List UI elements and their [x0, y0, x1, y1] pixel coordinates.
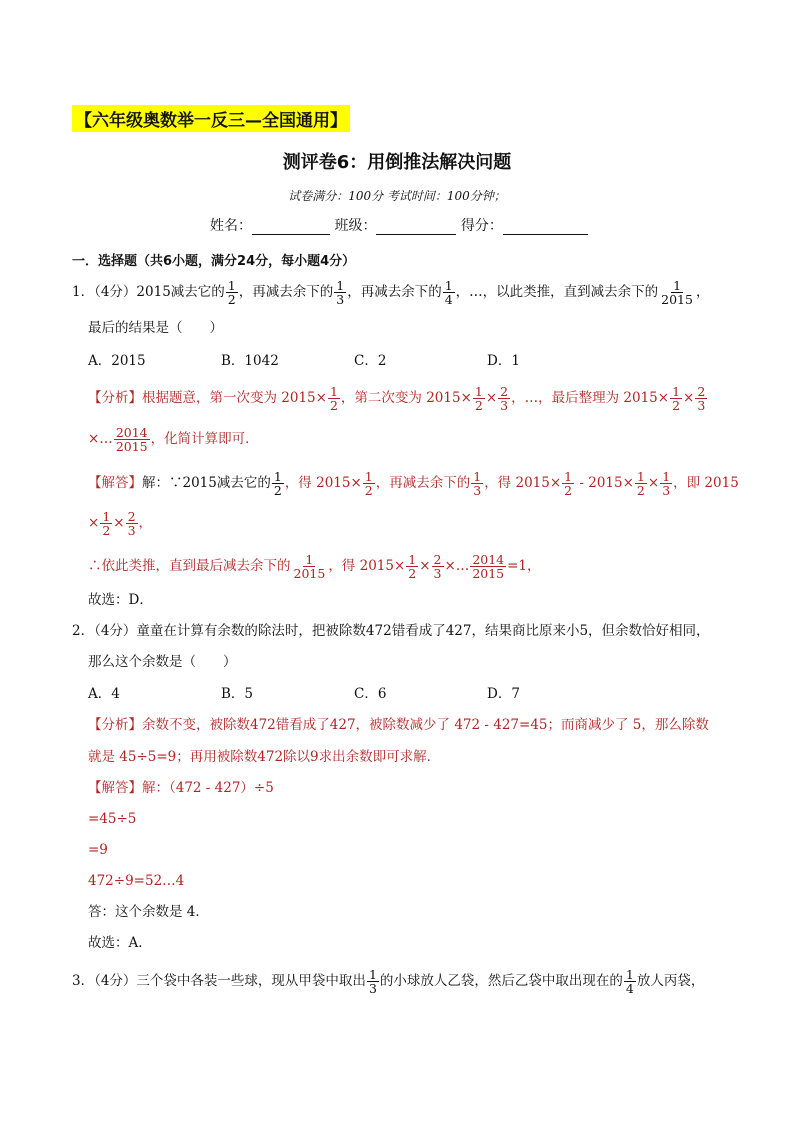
- text: 解：∵2015减去它的: [142, 475, 271, 492]
- fraction: $\frac{1}{3}$: [662, 469, 671, 499]
- q2-options: [88, 688, 620, 702]
- fraction: $\frac{2}{3}$: [500, 384, 509, 414]
- q2-solution-line3: =9: [88, 842, 108, 858]
- text: 3．（4分）三个袋中各装一些球，现从甲袋中取出: [72, 973, 366, 990]
- fraction: $\frac{1}{2}$: [227, 278, 236, 308]
- text: 的小球放人乙袋，然后乙袋中取出现在的: [379, 973, 623, 990]
- text: ，再减去余下的: [238, 284, 334, 301]
- option-a[interactable]: A．4: [88, 686, 120, 702]
- exam-info: 试卷满分：100分 考试时间：100分钟；: [288, 189, 506, 203]
- q2-stem: 2．（4分）童童在计算有余数的除法时，把被除数472错看成了427，结果商比原来小5，但余数恰好相同，: [72, 623, 710, 639]
- q1-options: [88, 355, 620, 369]
- q1-analysis-line2: [88, 426, 259, 453]
- solution-label: 【解答】: [88, 475, 142, 492]
- fraction: $\frac{2014}{2015}$: [472, 552, 505, 582]
- fraction: $\frac{1}{2}$: [102, 509, 111, 539]
- score-label: 得分：: [460, 218, 503, 234]
- text: ，即 2015: [673, 475, 739, 492]
- fraction: $\frac{1}{3}$: [473, 469, 482, 499]
- option-b[interactable]: B．1042: [221, 353, 279, 369]
- text: ×: [113, 515, 125, 532]
- header-tag: 【六年级奥数举一反三—全国通用】: [72, 105, 350, 132]
- text: ×: [683, 390, 695, 407]
- fraction: $\frac{1}{2}$: [364, 469, 373, 499]
- name-blank[interactable]: [252, 218, 330, 235]
- fraction: $\frac{2}{3}$: [433, 552, 442, 582]
- fraction: $\frac{1}{2}$: [672, 384, 681, 414]
- section-heading: 一．选择题（共6小题，满分24分，每小题4分）: [72, 254, 356, 269]
- fraction: $\frac{2}{3}$: [697, 384, 706, 414]
- fraction: $\frac{2}{3}$: [127, 509, 136, 539]
- q2-analysis: [88, 719, 709, 733]
- class-label: 班级：: [334, 218, 377, 234]
- page-title: 测评卷6：用倒推法解决问题: [282, 152, 512, 173]
- q1-stem-line2: 最后的结果是（ ）: [88, 320, 223, 336]
- option-a[interactable]: A．2015: [88, 353, 146, 369]
- text: ，: [138, 515, 153, 532]
- fraction: $\frac{1}{2}$: [273, 469, 282, 499]
- fraction: $\frac{1}{2}$: [564, 469, 573, 499]
- text: ，得 2015×: [284, 475, 362, 492]
- q3-stem: [72, 968, 704, 995]
- option-c[interactable]: C．2: [354, 353, 387, 369]
- text: 1．（4分）2015减去它的: [72, 284, 225, 301]
- text: ，得 2015×: [328, 558, 406, 575]
- fraction: $\frac{1}{2}$: [408, 552, 417, 582]
- text: ×: [419, 558, 431, 575]
- q2-choice: 故选：A．: [88, 935, 152, 951]
- analysis-label: 【分析】: [88, 390, 142, 407]
- text: ×: [647, 475, 660, 492]
- q1-solution-line2: [88, 510, 152, 537]
- fraction: $\frac{1}{2}$: [329, 384, 338, 414]
- q1-solution-line3: [88, 553, 541, 580]
- analysis-label: 【分析】: [88, 717, 142, 733]
- class-blank[interactable]: [376, 218, 456, 235]
- text: ，再减去余下的: [375, 475, 471, 492]
- text: 解：（472 - 427）÷5: [142, 780, 274, 796]
- option-c[interactable]: C．6: [354, 686, 387, 702]
- text: 放人丙袋，: [636, 973, 705, 990]
- fraction: $\frac{1}{3}$: [368, 967, 377, 997]
- fraction: $\frac{1}{4}$: [444, 278, 453, 308]
- text: ×…: [444, 558, 470, 575]
- fraction: $\frac{1}{2}$: [474, 384, 483, 414]
- text: 余数不变，被除数472错看成了427，被除数减少了 472 - 427=45；而商减少了 5，那么除数: [142, 717, 709, 733]
- student-info-row: [210, 215, 588, 235]
- text: ，化简计算即可．: [150, 431, 259, 448]
- fraction: $\frac{1}{3}$: [336, 278, 345, 308]
- q2-solution-line2: =45÷5: [88, 811, 137, 827]
- text: ×: [88, 515, 100, 532]
- fraction: $\frac{1}{2}$: [636, 469, 645, 499]
- q1-analysis: [88, 385, 708, 412]
- text: - 2015×: [575, 475, 634, 492]
- text: ，得 2015×: [484, 475, 562, 492]
- fraction: $\frac{1}{2015}$: [293, 552, 326, 582]
- text: =1，: [507, 558, 541, 575]
- q2-stem-line2: 那么这个余数是（ ）: [88, 654, 237, 670]
- q2-analysis-line2: 就是 45÷5=9；再用被除数472除以9求出余数即可求解．: [88, 749, 441, 765]
- fraction: $\frac{1}{4}$: [625, 967, 634, 997]
- option-b[interactable]: B．5: [221, 686, 254, 702]
- text: 根据题意，第一次变为 2015×: [142, 390, 327, 407]
- q2-answer: 答：这个余数是 4．: [88, 904, 209, 920]
- text: ，: [695, 284, 710, 301]
- q2-solution: [88, 782, 274, 796]
- q1-stem: [72, 279, 709, 306]
- q2-solution-line4: 472÷9=52…4: [88, 873, 185, 889]
- text: ∴依此类推，直到最后减去余下的: [88, 558, 291, 575]
- solution-label: 【解答】: [88, 780, 142, 796]
- text: ×…: [88, 431, 113, 448]
- q1-choice: 故选：D．: [88, 592, 153, 608]
- fraction: $\frac{2014}{2015}$: [115, 425, 148, 455]
- name-label: 姓名：: [210, 218, 252, 234]
- score-blank[interactable]: [503, 218, 588, 235]
- option-d[interactable]: D．7: [487, 686, 520, 702]
- text: ×: [485, 390, 498, 407]
- q1-solution: [88, 470, 739, 497]
- text: ，…，最后整理为 2015×: [511, 390, 670, 407]
- text: ，第二次变为 2015×: [340, 390, 472, 407]
- option-d[interactable]: D．1: [487, 353, 520, 369]
- text: ，再减去余下的: [347, 284, 442, 301]
- text: ，…，以此类推，直到减去余下的: [455, 284, 659, 301]
- fraction: $\frac{1}{2015}$: [661, 278, 693, 308]
